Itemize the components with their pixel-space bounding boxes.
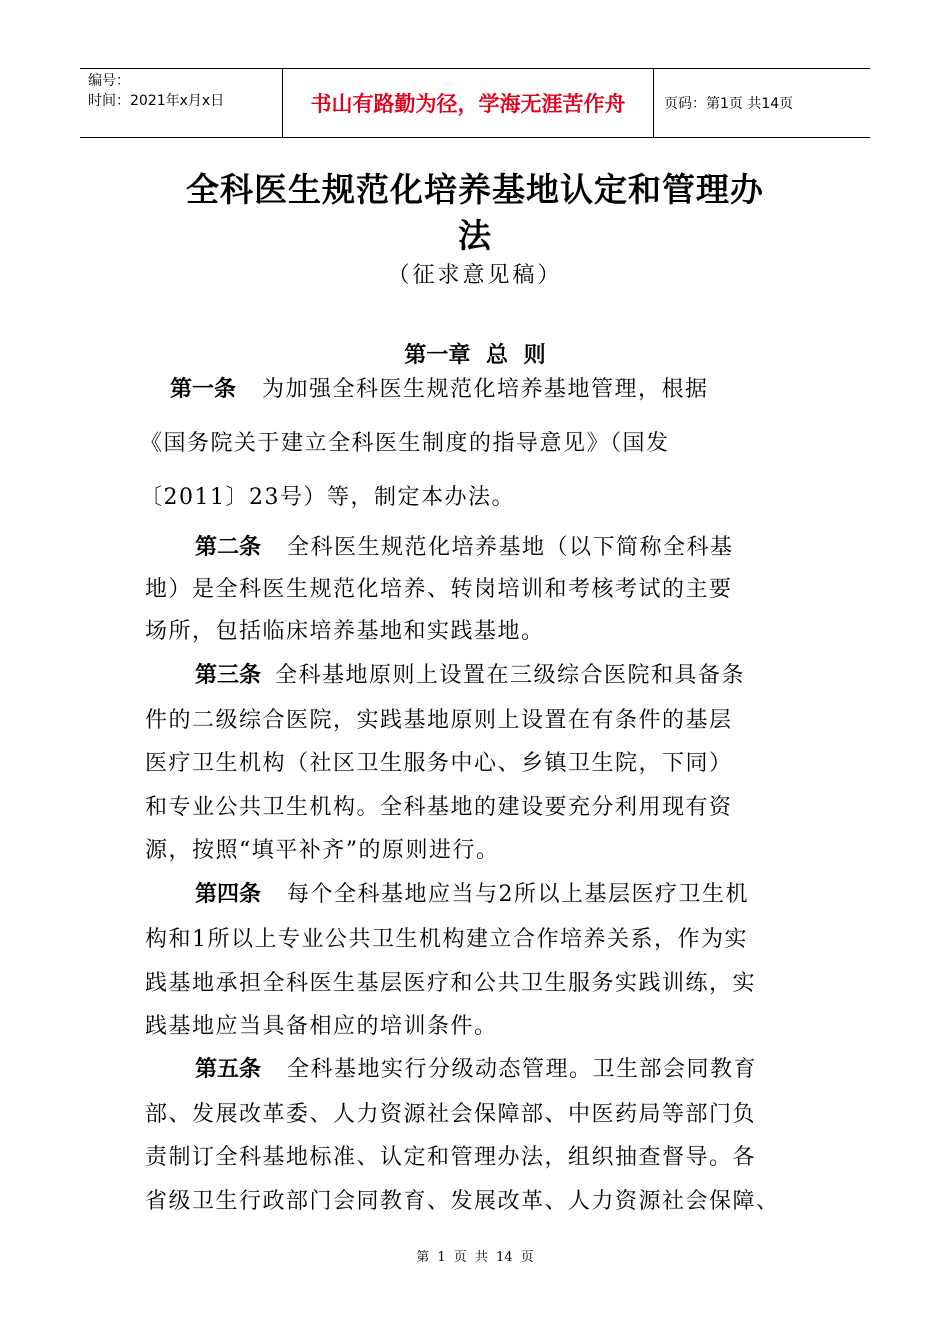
time-label: 时间：2021年x月x日 — [88, 93, 225, 109]
article-1-line-1: 第一条 为加强全科医生规范化培养基地管理，根据 — [170, 377, 709, 402]
header-page-info: 页码：第1页 共14页 — [664, 96, 794, 112]
doc-subtitle: （征求意见稿） — [387, 263, 563, 288]
article-2-line-2: 地）是全科医生规范化培养、转岗培训和考核考试的主要 — [145, 577, 733, 602]
article-1-label: 第一条 — [170, 377, 237, 402]
article-5-line-3: 责制订全科基地标准、认定和管理办法，组织抽查督导。各 — [145, 1145, 757, 1170]
chapter-heading: 第一章 总 则 — [404, 343, 546, 368]
article-3-line-1: 第三条 全科基地原则上设置在三级综合医院和具备条 — [195, 663, 746, 688]
article-3-label: 第三条 — [195, 663, 262, 688]
number-label: 编号： — [88, 73, 130, 89]
article-3-line-4: 和专业公共卫生机构。全科基地的建设要充分利用现有资 — [145, 795, 733, 820]
article-1-line-2: 《国务院关于建立全科医生制度的指导意见》（国发 — [140, 431, 670, 456]
article-4-label: 第四条 — [195, 882, 262, 907]
article-4-line-1: 第四条 每个全科基地应当与2所以上基层医疗卫生机 — [195, 882, 750, 907]
article-1-line-3: 〔2011〕23号）等，制定本办法。 — [140, 485, 515, 510]
article-4-line-4: 践基地应当具备相应的培训条件。 — [145, 1014, 498, 1039]
article-3-line-3: 医疗卫生机构（社区卫生服务中心、乡镇卫生院，下同） — [145, 751, 733, 776]
article-2-line-3: 场所，包括临床培养基地和实践基地。 — [145, 619, 545, 644]
header-meta — [80, 69, 282, 137]
article-5-line-2: 部、发展改革委、人力资源社会保障部、中医药局等部门负 — [145, 1102, 757, 1127]
page-footer: 第 1 页 共 14 页 — [416, 1250, 534, 1265]
article-2-line-1: 第二条 全科医生规范化培养基地（以下简称全科基 — [195, 535, 734, 560]
article-3-line-5: 源，按照“填平补齐”的原则进行。 — [145, 838, 500, 863]
article-5-label: 第五条 — [195, 1057, 262, 1082]
article-3-line-2: 件的二级综合医院，实践基地原则上设置在有条件的基层 — [145, 708, 733, 733]
header-motto: 书山有路勤为径，学海无涯苦作舟 — [282, 69, 654, 137]
article-2-label: 第二条 — [195, 535, 262, 560]
header-table — [80, 68, 870, 138]
article-4-line-2: 构和1所以上专业公共卫生机构建立合作培养关系，作为实 — [145, 927, 748, 952]
article-5-line-1: 第五条 全科基地实行分级动态管理。卫生部会同教育 — [195, 1057, 758, 1082]
doc-title-line1: 全科医生规范化培养基地认定和管理办 — [186, 170, 764, 209]
doc-title-line2: 法 — [458, 216, 492, 255]
article-4-line-3: 践基地承担全科医生基层医疗和公共卫生服务实践训练，实 — [145, 971, 757, 996]
article-5-line-4: 省级卫生行政部门会同教育、发展改革、人力资源社会保障、 — [145, 1189, 780, 1214]
